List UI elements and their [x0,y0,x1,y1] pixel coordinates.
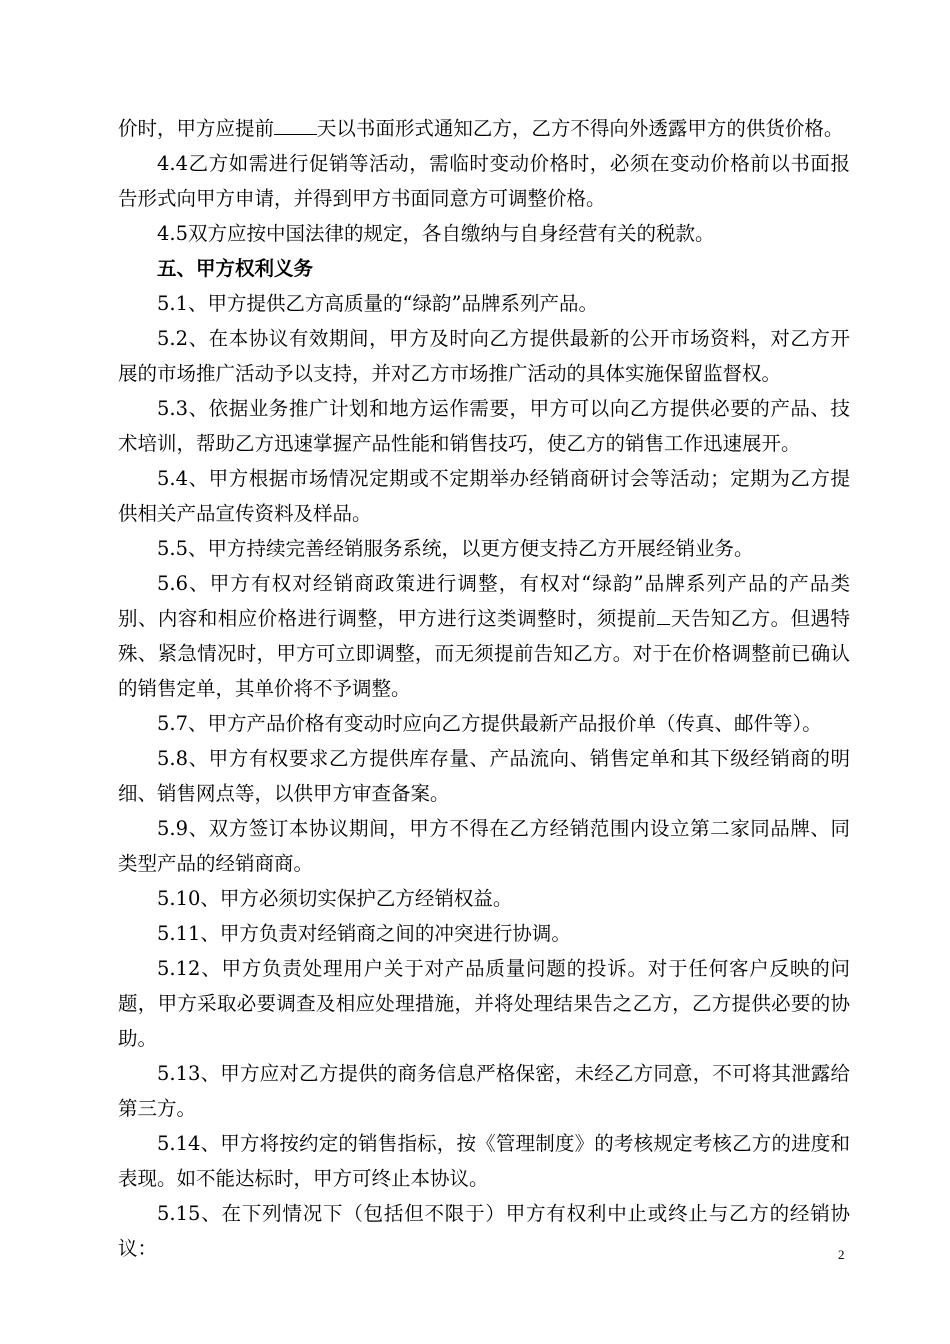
paragraph-price-notice: 价时，甲方应提前 天以书面形式通知乙方，乙方不得向外透露甲方的供货价格。 [118,111,850,146]
section-heading-5: 五、甲方权利义务 [157,257,314,280]
paragraph-5-1: 5.1、甲方提供乙方高质量的“绿韵”品牌系列产品。 [157,292,598,315]
paragraph-5-15: 5.15、在下列情况下（包括但不限于）甲方有权利中止或终止与乙方的经销协议： [118,1202,850,1260]
paragraph-5-8: 5.8、甲方有权要求乙方提供库存量、产品流向、销售定单和其下级经销商的明细、销售网点等，以供甲方审查备案。 [118,747,850,805]
fill-in-blank [657,604,671,625]
paragraph-5-14: 5.14、甲方将按约定的销售指标，按《管理制度》的考核规定考核乙方的进度和表现。如不能达标时，甲方可终止本协议。 [118,1132,850,1190]
paragraph-5-13: 5.13、甲方应对乙方提供的商务信息严格保密，未经乙方同意，不可将其泄露给第三方。 [118,1062,850,1120]
paragraph-5-3: 5.3、依据业务推广计划和地方运作需要，甲方可以向乙方提供必要的产品、技术培训，帮助乙方迅速掌握产品性能和销售技巧，使乙方的销售工作迅速展开。 [118,397,850,455]
fill-in-blank [274,114,317,135]
paragraph-5-6: 5.6、甲方有权对经销商政策进行调整，有权对“绿韵”品牌系列产品的产品类别、内容和相应价格进行调整，甲方进行这类调整时，须提前 天告知乙方。但遇特殊、紧急情况时，甲方可立即调整，而无须提前告知乙方。对于在价格调整前已确认的销售定单，其单价将不予调整。 [118,572,850,700]
paragraph-5-11: 5.11、甲方负责对经销商之间的冲突进行协调。 [157,922,571,945]
paragraph-5-10: 5.10、甲方必须切实保护乙方经销权益。 [157,887,513,910]
paragraph-5-12: 5.12、甲方负责处理用户关于对产品质量问题的投诉。对于任何客户反映的问题，甲方采取必要调查及相应处理措施，并将处理结果告之乙方，乙方提供必要的协助。 [118,957,850,1050]
paragraph-4-4: 4.4乙方如需进行促销等活动，需临时变动价格时，必须在变动价格前以书面报告形式向甲方申请，并得到甲方书面同意方可调整价格。 [118,152,850,210]
paragraph-4-5: 4.5双方应按中国法律的规定，各自缴纳与自身经营有关的税款。 [157,222,715,245]
page-number: 2 [838,1247,845,1262]
paragraph-5-2: 5.2、在本协议有效期间，甲方及时向乙方提供最新的公开市场资料，对乙方开展的市场推广活动予以支持，并对乙方市场推广活动的具体实施保留监督权。 [118,327,850,385]
paragraph-5-7: 5.7、甲方产品价格有变动时应向乙方提供最新产品报价单（传真、邮件等）。 [157,712,822,735]
paragraph-5-4: 5.4、甲方根据市场情况定期或不定期举办经销商研讨会等活动；定期为乙方提供相关产品宣传资料及样品。 [118,467,850,525]
document-body [118,111,850,1266]
paragraph-5-9: 5.9、双方签订本协议期间，甲方不得在乙方经销范围内设立第二家同品牌、同类型产品的经销商商。 [118,817,850,875]
paragraph-5-5: 5.5、甲方持续完善经销服务系统，以更方便支持乙方开展经销业务。 [157,537,754,560]
